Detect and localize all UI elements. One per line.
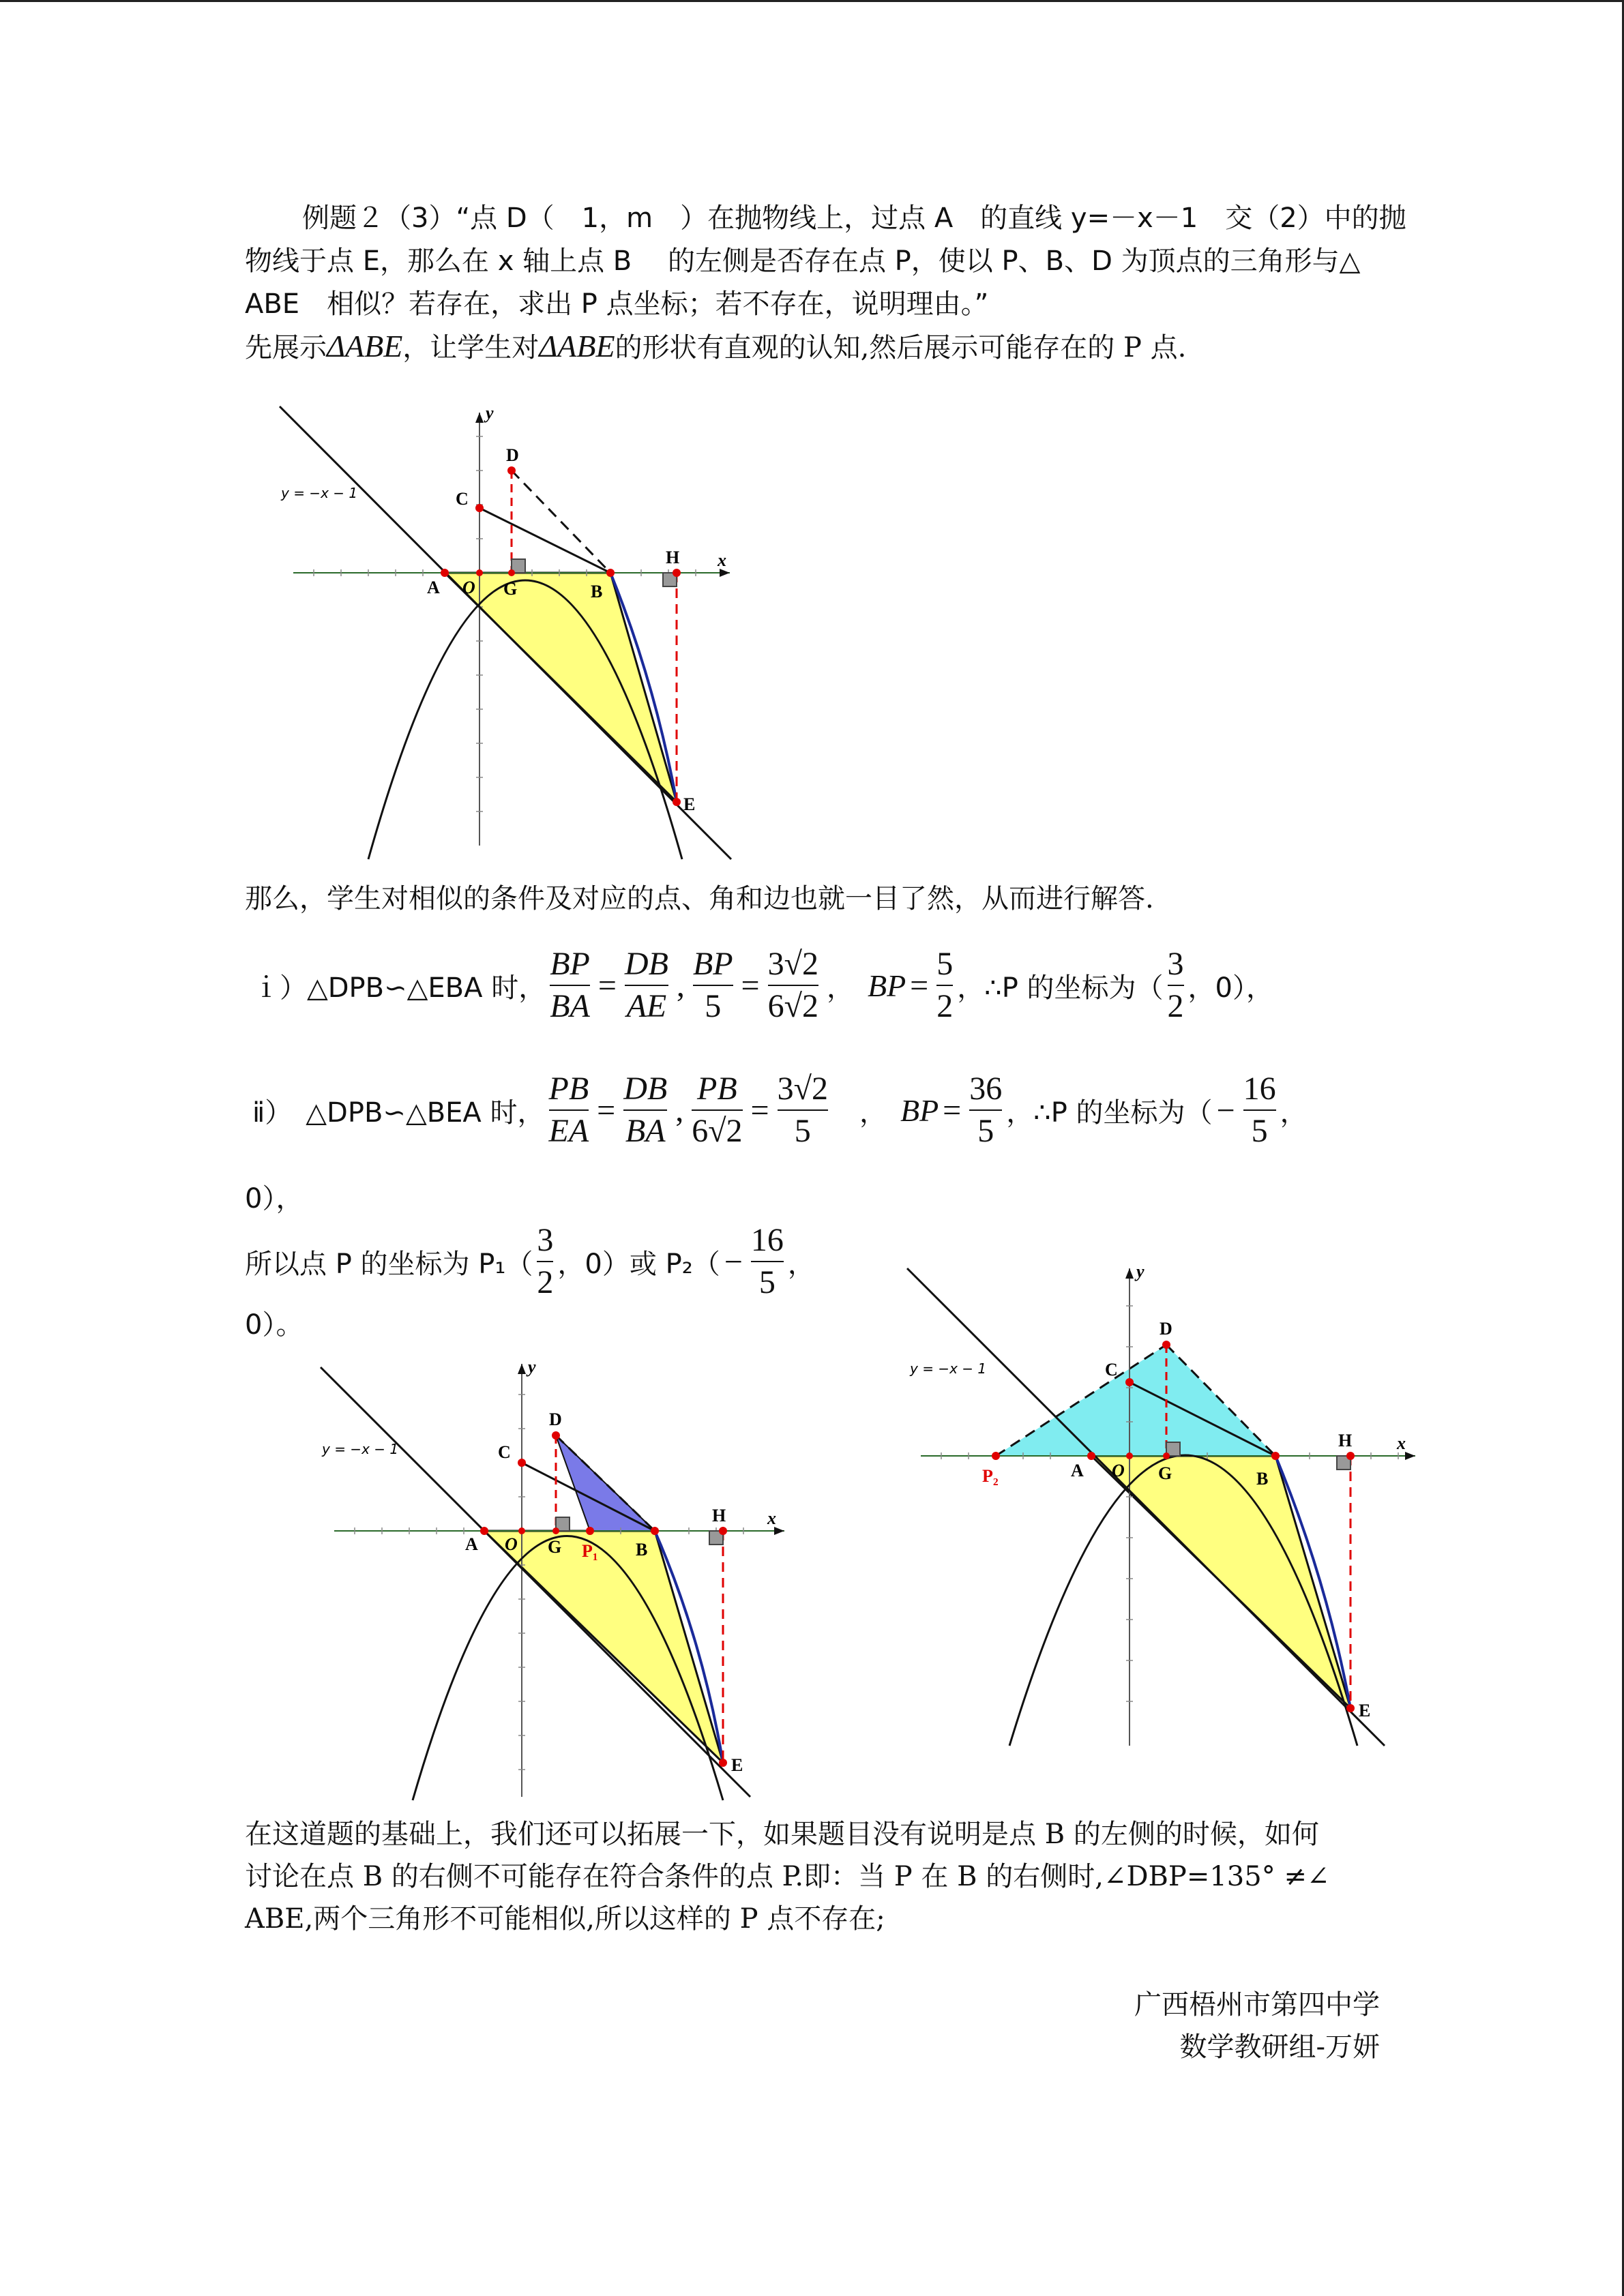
label-d: D: [506, 445, 519, 465]
case-1-bp: BP: [867, 968, 906, 1003]
label-a: A: [427, 578, 440, 597]
label-b: B: [591, 582, 603, 601]
case-2-equation: ⅱ） △DPB∽△BEA 时， $\frac{PB}{EA}$ = $\frac{DB}{BA}$ , $\frac{PB}{6√2}$ = $\frac{3√2}{5}$ ， BP = $\frac{36}{5}$ ，∴P 的坐标为（ − $\frac{16}{5}$ ，: [252, 1069, 1308, 1151]
label-e-3: E: [1359, 1701, 1371, 1720]
problem-line-4: [245, 327, 1186, 367]
extension-line-2: 讨论在点 B 的右侧不可能存在符合条件的点 P.即：当 P 在 B 的右侧时,∠DBP=135° ≠∠: [245, 1861, 1330, 1892]
conclusion-mid: ，0）或 P₂（: [557, 1248, 720, 1280]
figure-2: [314, 1357, 805, 1804]
label-y: y: [486, 403, 494, 423]
label-y-3: y: [1136, 1262, 1145, 1281]
case-1-coord-post: ，0），: [1187, 972, 1273, 1004]
label-line-eq: y = −x − 1: [281, 485, 358, 501]
conclusion-line: 所以点 P 的坐标为 P₁（ $\frac{3}{2}$ ，0）或 P₂（ − $\frac{16}{5}$ ，: [245, 1221, 815, 1302]
frac-3-2: $\frac{3}{2}$: [1168, 944, 1184, 1027]
page-top-border: [0, 0, 1624, 2]
triangle-abe-2: ΔABE: [539, 329, 615, 363]
label-d-2: D: [549, 1410, 562, 1429]
frac-5-2: $\frac{5}{2}$: [936, 944, 953, 1027]
label-x: x: [718, 550, 726, 570]
frac-pb-ea: $\frac{PB}{EA}$: [549, 1069, 589, 1152]
frac-16-5: $\frac{16}{5}$: [1243, 1069, 1276, 1152]
conclusion-pre: 所以点 P 的坐标为 P₁（: [245, 1248, 533, 1280]
conclusion-tail: 0）。: [245, 1309, 304, 1341]
problem-line-1: 例题２（3）“点 D（ 1，m ）在抛物线上，过点 A 的直线 y=－x－1 交（2）中的抛: [302, 203, 1406, 234]
case-1-prefix: ｉ）△DPB∽△EBA 时，: [252, 972, 546, 1004]
label-o-3: O: [1112, 1461, 1125, 1480]
frac-36-5: $\frac{36}{5}$: [969, 1069, 1002, 1152]
figure-3: [907, 1262, 1426, 1753]
label-b-2: B: [636, 1540, 648, 1560]
case-2-coord-post: ，: [1280, 1097, 1308, 1129]
label-g-3: G: [1158, 1463, 1172, 1483]
label-e-2: E: [731, 1755, 743, 1775]
signature-school: 广西梧州市第四中学: [1134, 1989, 1380, 2021]
case-1-coord-pre: ，∴P 的坐标为（: [957, 972, 1164, 1004]
frac-bp-ba: $\frac{BP}{BA}$: [550, 944, 590, 1027]
label-o: O: [462, 578, 475, 597]
case-1-equation: ｉ）△DPB∽△EBA 时， $\frac{BP}{BA}$ = $\frac{DB}{AE}$ , $\frac{BP}{5}$ = $\frac{3√2}{6√2}$ ， BP = $\frac{5}{2}$ ，∴P 的坐标为（ $\frac{3}{2}$ ，0），: [252, 944, 1273, 1026]
label-a-3: A: [1071, 1461, 1084, 1480]
line-y-neg-x-1: [280, 406, 731, 859]
frac-3r2-5: $\frac{3√2}{5}$: [778, 1069, 828, 1152]
segment-cb: [479, 508, 610, 573]
label-line-eq-3: y = −x − 1: [910, 1360, 987, 1377]
label-b-3: B: [1256, 1469, 1269, 1489]
y-axis-arrow-2: [518, 1364, 526, 1374]
case-2-bp: BP: [900, 1092, 939, 1128]
label-x-3: x: [1397, 1433, 1406, 1453]
extension-line-1: 在这道题的基础上，我们还可以拓展一下，如果题目没有说明是点 B 的左侧的时候，如何: [245, 1819, 1319, 1850]
frac-db-ba: $\frac{DB}{BA}$: [623, 1069, 667, 1152]
segment-db-dashed: [512, 471, 610, 573]
label-line-eq-2: y = −x − 1: [322, 1441, 399, 1457]
label-a-2: A: [465, 1534, 478, 1554]
after-figure-text: 那么，学生对相似的条件及对应的点、角和边也就一目了然，从而进行解答.: [245, 883, 1154, 914]
x-axis-arrow-3: [1405, 1452, 1415, 1460]
frac-p1: $\frac{3}{2}$: [537, 1220, 553, 1303]
conclusion-post: ，: [787, 1248, 815, 1280]
problem-line-2: 物线于点 E，那么在 x 轴上点 B 的左侧是否存在点 P，使以 P、B、D 为顶点的三角形与△: [245, 245, 1361, 277]
label-x-2: x: [767, 1508, 776, 1528]
line-y-neg-x-1-2: [321, 1367, 750, 1797]
extension-line-3: ABE,两个三角形不可能相似,所以这样的 P 点不存在;: [245, 1903, 885, 1935]
frac-db-ae: $\frac{DB}{AE}$: [625, 944, 668, 1027]
case-2-tail: 0），: [245, 1183, 304, 1214]
intro-text-3: 的形状有直观的认知,然后展示可能存在的 P 点.: [615, 332, 1187, 363]
label-e: E: [683, 794, 696, 814]
frac-3r2-6r2: $\frac{3√2}{6√2}$: [768, 944, 818, 1027]
frac-p2: $\frac{16}{5}$: [751, 1220, 784, 1303]
label-y-2: y: [528, 1357, 536, 1377]
intro-text-1: 先展示: [245, 332, 327, 363]
label-p1: P₁: [582, 1541, 598, 1561]
case-2-prefix: ⅱ） △DPB∽△BEA 时，: [252, 1097, 545, 1129]
label-o-2: O: [505, 1534, 518, 1554]
line-y-neg-x-1-3: [907, 1268, 1385, 1746]
label-g-2: G: [548, 1537, 562, 1557]
label-c-2: C: [498, 1442, 511, 1462]
label-h: H: [666, 548, 680, 567]
label-c: C: [456, 489, 469, 509]
label-d-3: D: [1160, 1319, 1172, 1339]
y-axis-arrow: [475, 413, 484, 423]
intro-text-2: ，让学生对: [402, 332, 540, 363]
signature-group: 数学教研组-万妍: [1179, 2031, 1380, 2063]
label-c-3: C: [1105, 1360, 1118, 1380]
problem-line-3: ABE 相似？若存在，求出 P 点坐标；若不存在，说明理由。”: [245, 288, 989, 320]
label-g: G: [503, 579, 518, 599]
frac-bp-5: $\frac{BP}{5}$: [693, 944, 733, 1027]
label-h-2: H: [712, 1506, 726, 1525]
case-2-coord-pre: ，∴P 的坐标为（: [1006, 1097, 1213, 1129]
y-axis-arrow-3: [1125, 1268, 1134, 1279]
triangle-abe-1: ΔABE: [327, 329, 403, 363]
label-h-3: H: [1338, 1431, 1353, 1450]
label-p2: P₂: [982, 1466, 999, 1486]
frac-pb-6r2: $\frac{PB}{6√2}$: [692, 1069, 742, 1152]
figure-1: [273, 396, 750, 866]
